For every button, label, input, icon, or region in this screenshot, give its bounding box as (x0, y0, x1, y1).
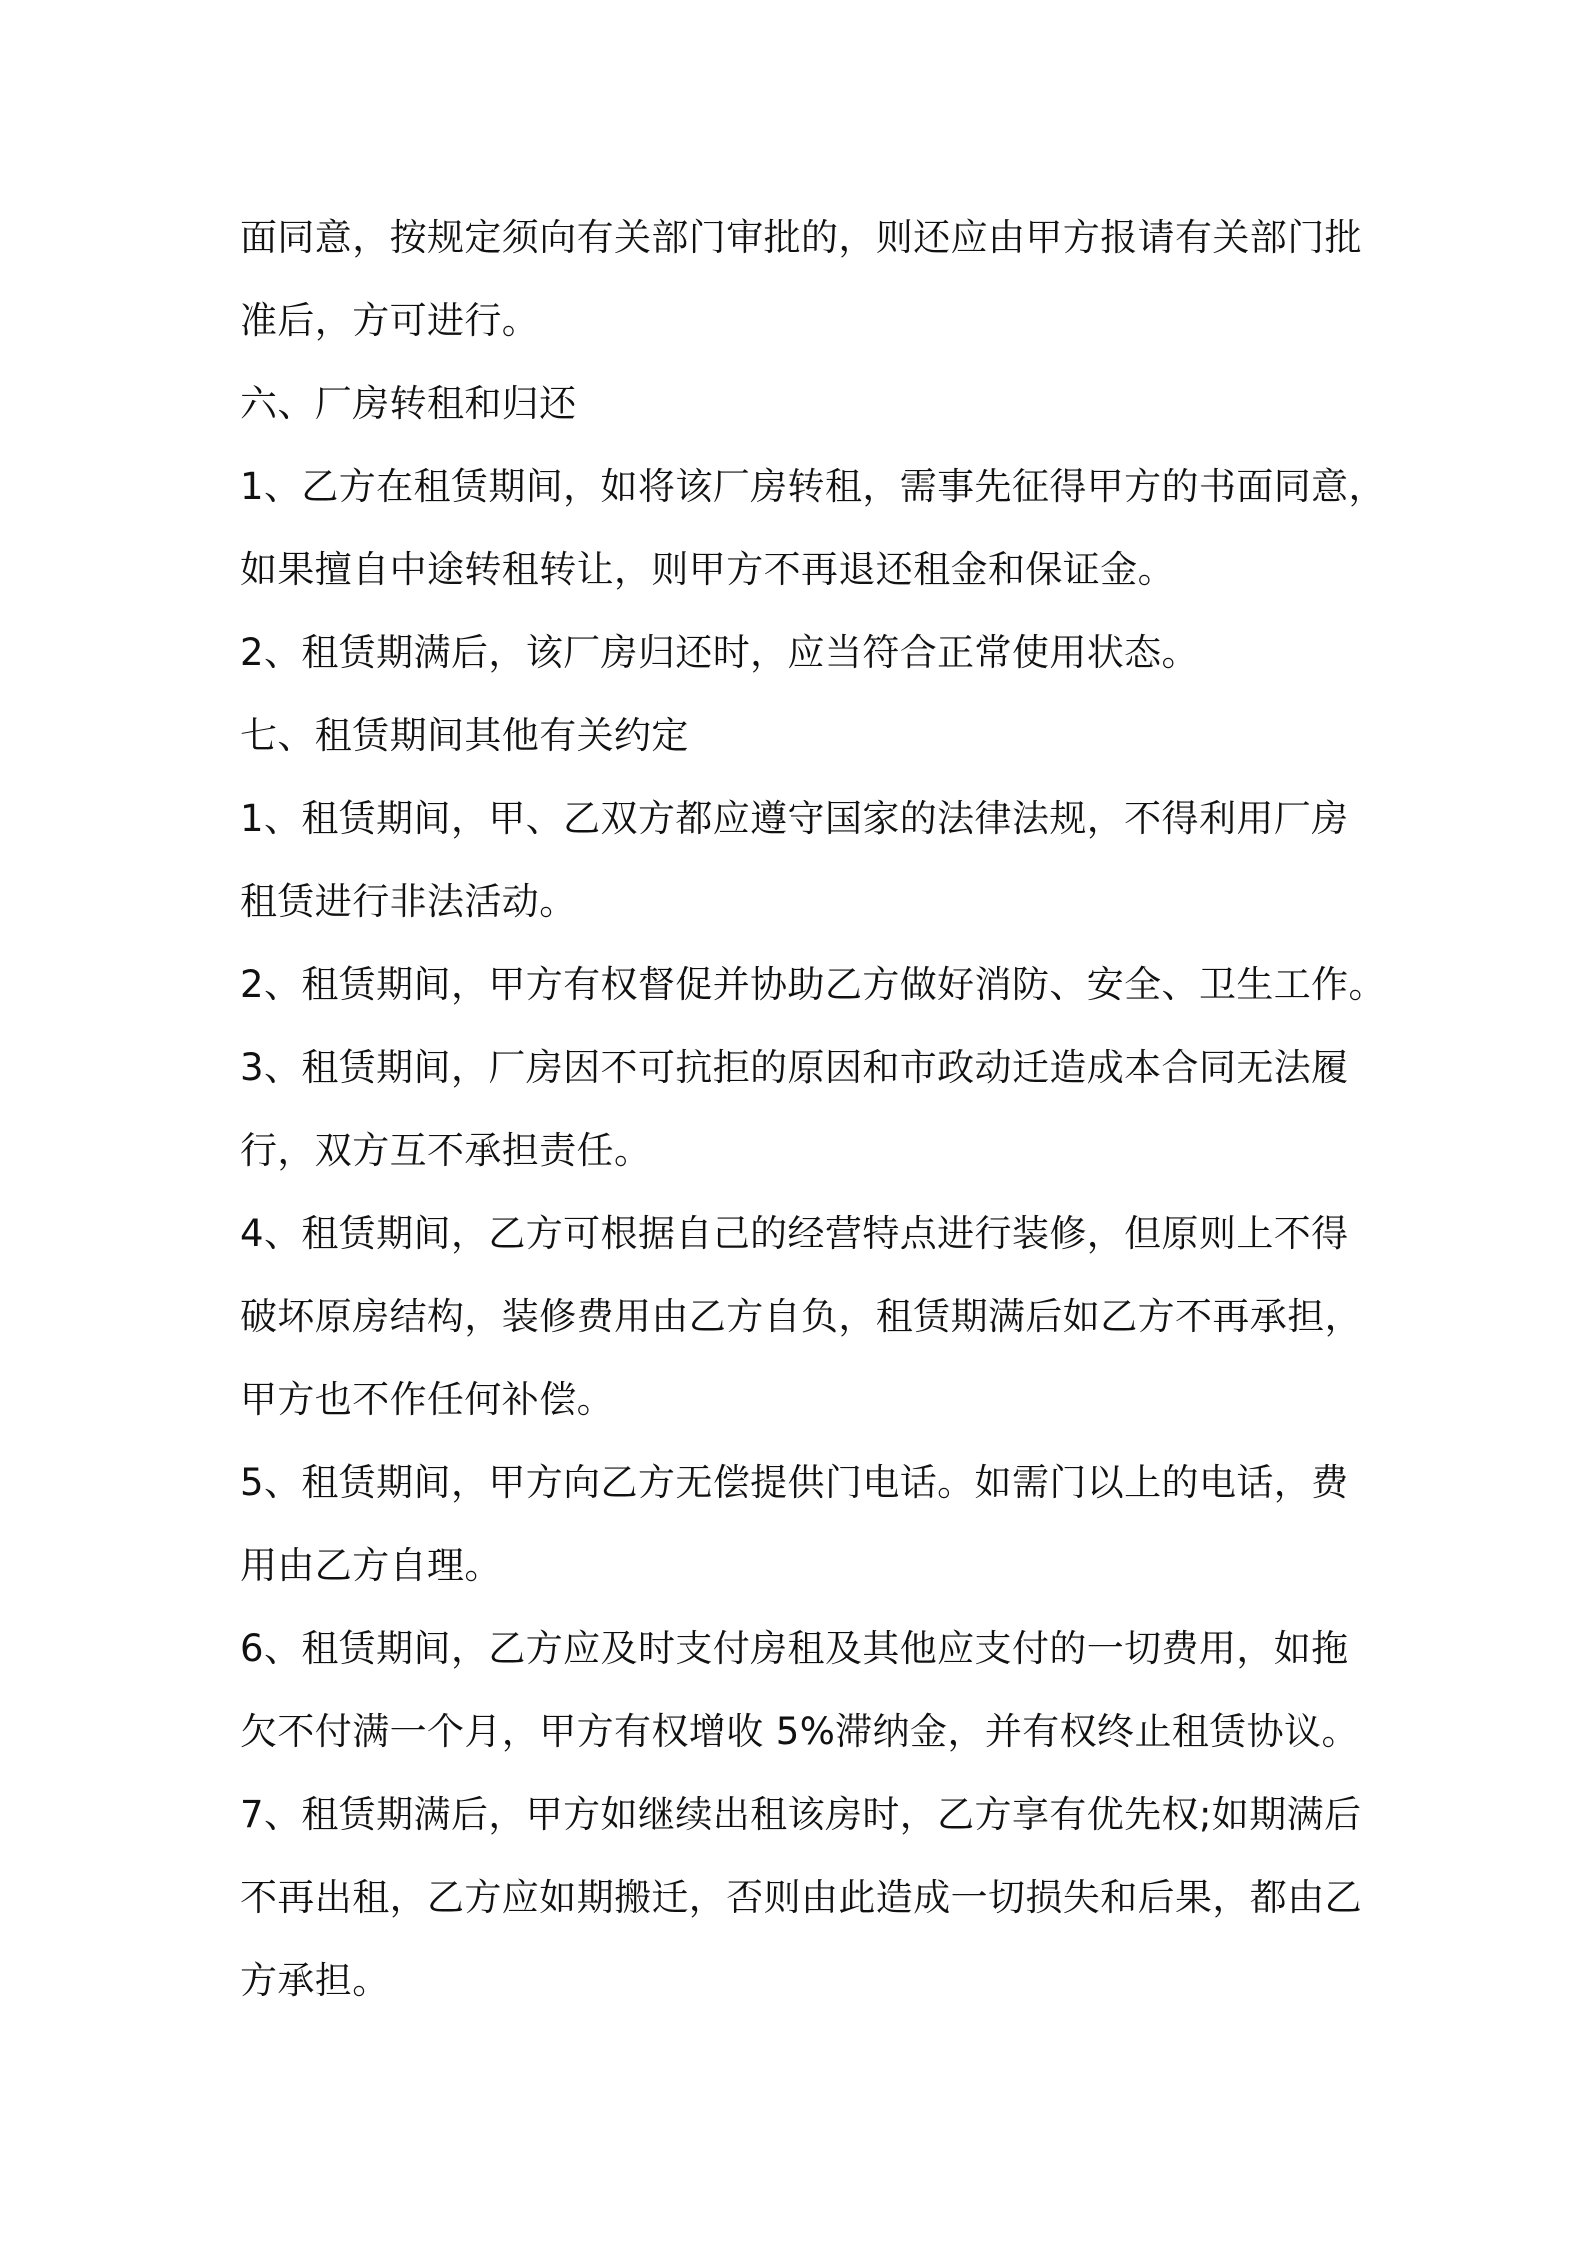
clause-line: 6、租赁期间，乙方应及时支付房租及其他应支付的一切费用，如拖 (240, 1627, 1349, 1670)
clause-line: 2、租赁期满后，该厂房归还时，应当符合正常使用状态。 (240, 631, 1199, 674)
clause-line: 破坏原房结构，装修费用由乙方自负，租赁期满后如乙方不再承担， (240, 1295, 1362, 1338)
clause-line: 1、乙方在租赁期间，如将该厂房转租，需事先征得甲方的书面同意， (240, 465, 1386, 508)
clause-line: 行，双方互不承担责任。 (240, 1129, 652, 1172)
clause-line: 1、租赁期间，甲、乙双方都应遵守国家的法律法规，不得利用厂房 (240, 797, 1349, 840)
clause-line: 如果擅自中途转租转让，则甲方不再退还租金和保证金。 (240, 548, 1175, 591)
clause-line: 不再出租，乙方应如期搬迁，否则由此造成一切损失和后果，都由乙 (240, 1876, 1362, 1919)
clause-line: 方承担。 (240, 1959, 390, 2002)
clause-line: 7、租赁期满后，甲方如继续出租该房时，乙方享有优先权;如期满后 (240, 1793, 1362, 1836)
clause-line: 3、租赁期间，厂房因不可抗拒的原因和市政动迁造成本合同无法履 (240, 1046, 1349, 1089)
clause-line: 甲方也不作任何补偿。 (240, 1378, 614, 1421)
contract-text-body (240, 196, 1386, 2022)
clause-line: 欠不付满一个月，甲方有权增收 5%滞纳金，并有权终止租赁协议。 (240, 1710, 1359, 1753)
clause-line: 5、租赁期间，甲方向乙方无偿提供门电话。如需门以上的电话，费 (240, 1461, 1349, 1504)
paragraph-line: 面同意，按规定须向有关部门审批的，则还应由甲方报请有关部门批 (240, 216, 1362, 259)
clause-line: 租赁进行非法活动。 (240, 880, 577, 923)
clause-line: 用由乙方自理。 (240, 1544, 502, 1587)
section-heading-other-agreements: 七、租赁期间其他有关约定 (240, 714, 689, 757)
clause-line: 4、租赁期间，乙方可根据自己的经营特点进行装修，但原则上不得 (240, 1212, 1349, 1255)
section-heading-sublease-return: 六、厂房转租和归还 (240, 382, 577, 425)
clause-line: 2、租赁期间，甲方有权督促并协助乙方做好消防、安全、卫生工作。 (240, 963, 1386, 1006)
paragraph-line: 准后，方可进行。 (240, 299, 540, 342)
